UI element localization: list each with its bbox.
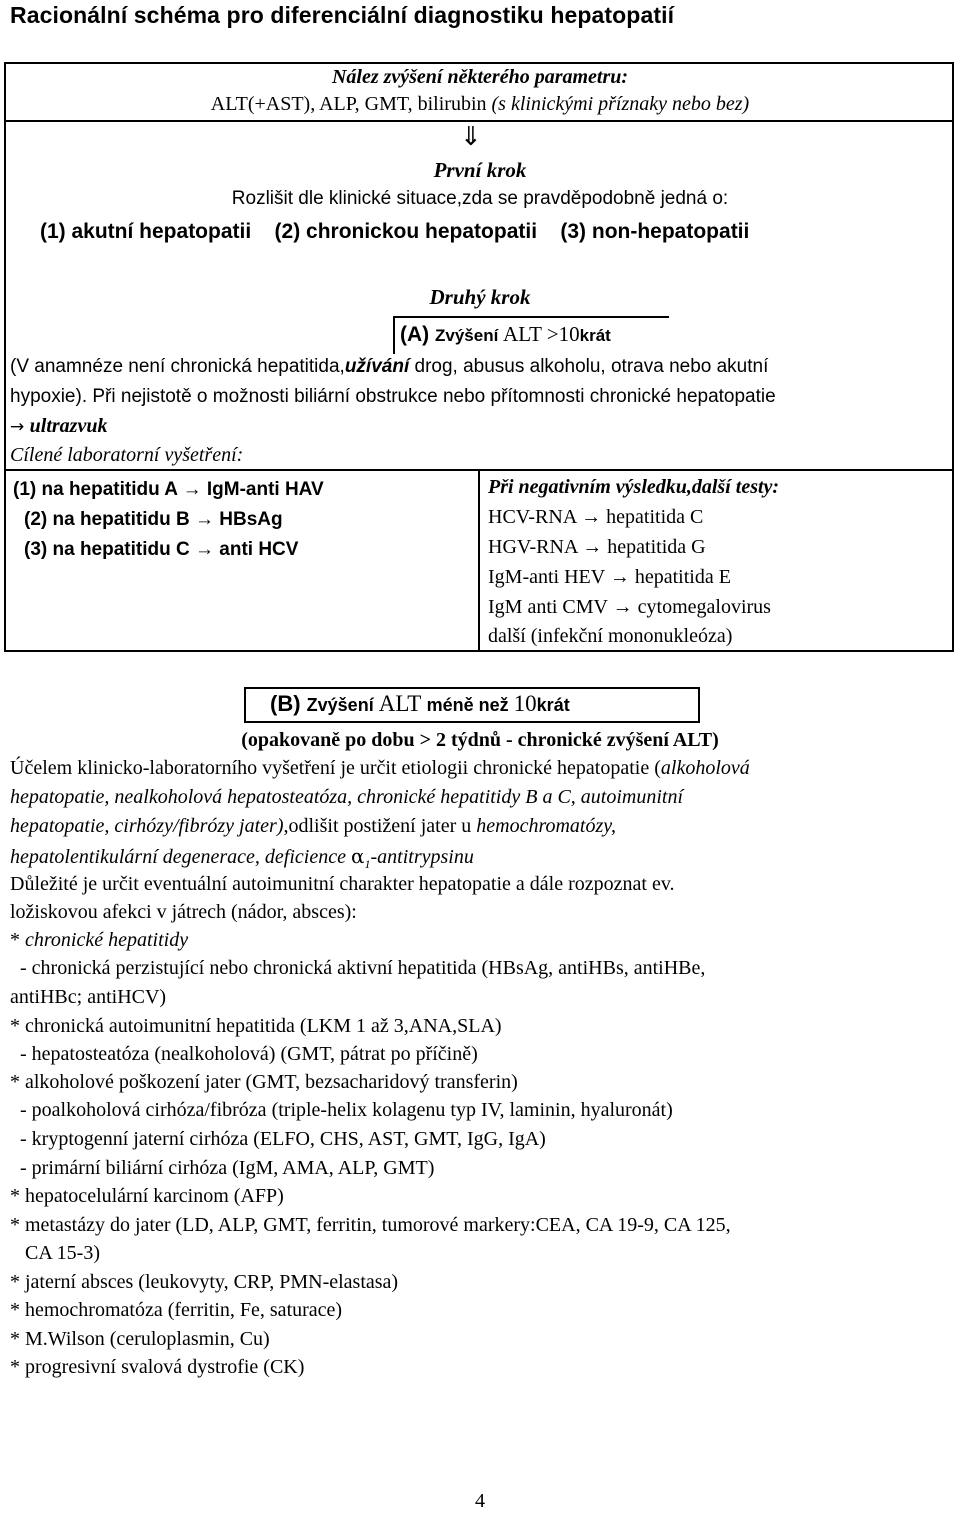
paragraph-line <box>10 757 750 780</box>
list-item: - chronická perzistující nebo chronická aktivní hepatitida (HBsAg, antiHBs, antiHBe, <box>10 957 706 979</box>
list-item: - kryptogenní jaterní cirhóza (ELFO, CHS, AST, GMT, IgG, IgA) <box>10 1128 546 1150</box>
list-item: - poalkoholová cirhóza/fibróza (triple-helix kolagenu typ IV, laminin, hyaluronát) <box>10 1099 673 1121</box>
followup-test-item: HGV-RNA → hepatitida G <box>488 536 706 558</box>
note-part: (V anamnéze není chronická hepatitida, <box>10 356 345 377</box>
section-b-subtitle: (opakovaně po dobu > 2 týdnů - chronické zvýšení ALT) <box>241 729 719 751</box>
ultrasound-label: ultrazvuk <box>29 415 108 437</box>
list-item: * metastázy do jater (LD, ALP, GMT, ferritin, tumorové markery:CEA, CA 19-9, CA 125, <box>10 1214 731 1236</box>
list-item: - hepatosteatóza (nealkoholová) (GMT, pátrat po příčině) <box>10 1043 478 1065</box>
intro-note: (s klinickými příznaky nebo bez) <box>491 93 750 115</box>
list-item: CA 15-3) <box>10 1242 100 1264</box>
section-b-word: Zvýšení <box>306 695 379 715</box>
list-item: - primární biliární cirhóza (IgM, AMA, ALP, GMT) <box>10 1157 435 1179</box>
text-span: -antitrypsinu <box>370 846 474 868</box>
alpha-symbol: α <box>350 844 365 868</box>
text-span: Účelem klinicko-laboratorního vyšetření je určit etiologii chronické hepatopatie ( <box>10 757 661 779</box>
step1-options: (1) akutní hepatopatii (2) chronickou hepatopatii (3) non-hepatopatii <box>40 220 750 243</box>
list-item: * jaterní absces (leukovyty, CRP, PMN-elastasa) <box>10 1271 399 1293</box>
paragraph-line: hepatopatie, nealkoholová hepatosteatóza, chronické hepatitidy B a C, autoimunitní <box>10 786 684 808</box>
note-emphasis: užívání <box>344 356 410 377</box>
ultrasound-line <box>10 415 107 438</box>
section-b-ten: 10 <box>513 691 537 716</box>
list-text: chronické hepatitidy <box>25 929 189 951</box>
text-span: hepatolentikulární degenerace, deficience <box>10 846 351 868</box>
test-hbv: (2) na hepatitidu B → HBsAg <box>24 509 283 530</box>
text-span: ,odlišit postižení jater u <box>283 815 477 837</box>
step2-heading: Druhý krok <box>429 285 531 309</box>
list-item: * chronická autoimunitní hepatitida (LKM 1 až 3,ANA,SLA) <box>10 1015 502 1037</box>
section-a-alt: ALT >10 <box>503 322 580 346</box>
section-b-alt: ALT <box>378 691 427 716</box>
step1-text: Rozlišit dle klinické situace,zda se pravděpodobně jedná o: <box>231 188 729 209</box>
section-b-label <box>270 691 570 717</box>
paragraph-line <box>10 815 616 838</box>
test-hav: (1) na hepatitidu A → IgM-anti HAV <box>13 479 324 500</box>
section-b-marker: (B) <box>270 691 307 716</box>
list-item: * hemochromatóza (ferritin, Fe, saturace) <box>10 1299 343 1321</box>
page-number: 4 <box>475 1490 485 1512</box>
targeted-exam-heading: Cílené laboratorní vyšetření: <box>10 444 244 466</box>
negative-result-heading: Při negativním výsledku,další testy: <box>488 476 780 498</box>
paragraph-line: ložiskovou afekci v játrech (nádor, absces): <box>10 901 357 923</box>
paragraph-line: Důležité je určit eventuální autoimunitní charakter hepatopatie a dále rozpoznat ev. <box>10 873 675 895</box>
note-part: drog, abusus alkoholu, otrava nebo akutní <box>409 356 769 377</box>
followup-test-item: další (infekční mononukleóza) <box>488 625 733 647</box>
intro-line2 <box>0 93 960 116</box>
arrow-right-icon: → <box>10 417 30 437</box>
section-b-less: méně než <box>426 695 514 715</box>
followup-test-item: IgM-anti HEV → hepatitida E <box>488 566 731 588</box>
text-span: hemochromatózy, <box>476 815 617 837</box>
section-b-times: krát <box>536 695 570 715</box>
intro-line1: Nález zvýšení některého parametru: <box>331 66 629 88</box>
section-a-label <box>400 322 611 347</box>
intro-parameters: ALT(+AST), ALP, GMT, bilirubin <box>210 93 492 115</box>
followup-test-item: HCV-RNA → hepatitida C <box>488 506 704 528</box>
list-item: * hepatocelulární karcinom (AFP) <box>10 1185 284 1207</box>
arrow-down-icon: ⇓ <box>460 122 482 152</box>
bullet: * <box>10 929 25 951</box>
frame-divider-vertical <box>478 469 480 652</box>
section-a-note-line2: hypoxie). Při nejistotě o možnosti biliární obstrukce nebo přítomnosti chronické hepatopatie <box>10 386 776 407</box>
list-item: antiHBc; antiHCV) <box>10 986 167 1008</box>
page-title: Racionální schéma pro diferenciální diagnostiku hepatopatií <box>10 2 675 28</box>
section-a-times: krát <box>579 326 611 345</box>
list-item: * progresivní svalová dystrofie (CK) <box>10 1356 305 1378</box>
list-item: * M.Wilson (ceruloplasmin, Cu) <box>10 1328 270 1350</box>
paragraph-line <box>10 844 474 872</box>
subscript: 1 <box>364 857 371 871</box>
list-item <box>10 929 188 952</box>
text-span: alkoholová <box>660 757 750 779</box>
section-a-note-line1 <box>10 356 768 378</box>
followup-test-item: IgM anti CMV → cytomegalovirus <box>488 596 771 618</box>
step1-heading: První krok <box>433 158 527 182</box>
test-hcv: (3) na hepatitidu C → anti HCV <box>24 539 299 560</box>
list-item: * alkoholové poškození jater (GMT, bezsacharidový transferin) <box>10 1071 518 1093</box>
section-a-marker: (A) <box>400 323 435 346</box>
section-a-word: Zvýšení <box>435 326 504 345</box>
text-span: hepatopatie, cirhózy/fibrózy jater) <box>10 815 284 837</box>
